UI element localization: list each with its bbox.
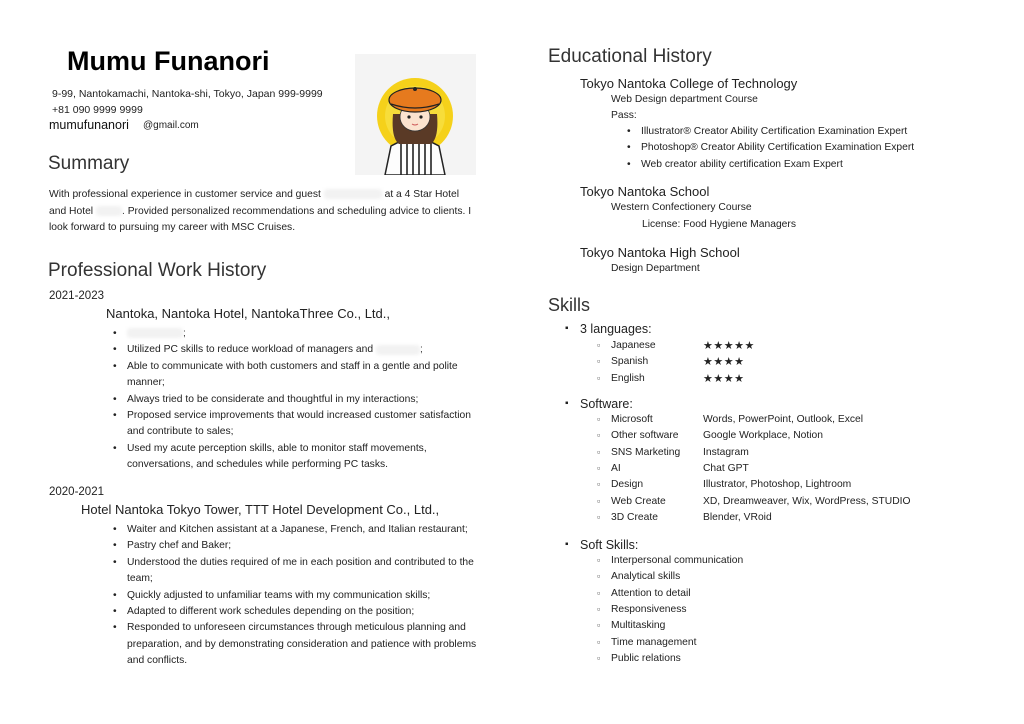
course-name: Western Confectionery Course [611, 202, 752, 213]
list-item: • Pastry chef and Baker; [127, 538, 482, 554]
list-item: • Quickly adjusted to unfamiliar teams with my communication skills; [127, 588, 482, 604]
redacted-text [376, 345, 420, 355]
list-item: • Understood the duties required of me in each position and contributed to the team; [127, 555, 482, 588]
school-name: Tokyo Nantoka College of Technology [580, 76, 798, 91]
soft-skill: ▫ Attention to detail [611, 588, 691, 599]
certification-item: • Illustrator® Creator Ability Certification Examination Expert [641, 126, 907, 137]
redacted-text [96, 206, 122, 216]
work-history-heading: Professional Work History [48, 260, 267, 281]
job-years: 2020-2021 [49, 486, 104, 498]
language-name: ▫ Spanish [611, 356, 648, 367]
skill-category: ▪ Software: [580, 397, 633, 411]
software-tools: Instagram [703, 447, 749, 458]
summary-text-part-3: . Provided personalized recommendations and scheduling advice to clients. I look forward to pursuing my career with MSC Cruises. [49, 205, 472, 233]
summary-text-part-2: at a 4 Star Hotel and Hotel [49, 189, 460, 217]
rating-stars: ★★★★ [703, 373, 745, 385]
soft-skill: ▫ Time management [611, 637, 696, 648]
skill-category: ▪ Soft Skills: [580, 538, 638, 552]
address: 9-99, Nantokamachi, Nantoka-shi, Tokyo, Japan 999-9999 [52, 88, 323, 100]
software-category: ▫ Microsoft [611, 414, 653, 425]
software-tools: Blender, VRoid [703, 512, 772, 523]
list-item: • Waiter and Kitchen assistant at a Japanese, French, and Italian restaurant; [127, 522, 482, 538]
soft-skill: ▫ Multitasking [611, 620, 665, 631]
summary-text [49, 187, 479, 237]
software-category: ▫ AI [611, 463, 621, 474]
course-name: Web Design department Course [611, 94, 758, 105]
school-name: Tokyo Nantoka High School [580, 245, 740, 260]
education-heading: Educational History [548, 46, 712, 67]
job-company: Nantoka, Nantoka Hotel, NantokaThree Co., Ltd., [106, 306, 390, 321]
resume-name: Mumu Funanori [67, 46, 270, 76]
software-tools: Illustrator, Photoshop, Lightroom [703, 479, 852, 490]
pass-label: Pass: [611, 110, 637, 121]
list-item: • Adapted to different work schedules depending on the position; [127, 604, 482, 620]
software-tools: Words, PowerPoint, Outlook, Excel [703, 414, 864, 425]
software-category: ▫ SNS Marketing [611, 447, 680, 458]
certification-item: • Web creator ability certification Exam Expert [641, 159, 843, 170]
soft-skill: ▫ Analytical skills [611, 571, 680, 582]
language-name: ▫ Japanese [611, 340, 656, 351]
soft-skill: ▫ Interpersonal communication [611, 555, 743, 566]
software-category: ▫ 3D Create [611, 512, 658, 523]
list-item: • Responded to unforeseen circumstances through meticulous planning and preparation, and by demonstrating consideration and patience with problems and conflicts. [127, 620, 482, 669]
license-text: License: Food Hygiene Managers [642, 219, 796, 230]
certification-item: • Photoshop® Creator Ability Certification Examination Expert [641, 142, 914, 153]
software-tools: Chat GPT [703, 463, 749, 474]
phone: +81 090 9999 9999 [52, 104, 143, 116]
job-company: Hotel Nantoka Tokyo Tower, TTT Hotel Development Co., Ltd., [81, 502, 440, 517]
soft-skill: ▫ Public relations [611, 653, 681, 664]
email-user: mumufunanori [49, 118, 129, 132]
course-name: Design Department [611, 263, 700, 274]
soft-skill: ▫ Responsiveness [611, 604, 687, 615]
list-item: • Utilized PC skills to reduce workload of managers and ; [127, 342, 482, 358]
rating-stars: ★★★★★ [703, 340, 755, 352]
job-duties-list [127, 326, 482, 474]
email-domain: @gmail.com [143, 120, 199, 131]
rating-stars: ★★★★ [703, 356, 745, 368]
summary-text-part-1: With professional experience in customer service and guest [49, 189, 321, 200]
school-name: Tokyo Nantoka School [580, 184, 710, 199]
profile-avatar-illustration [355, 54, 476, 175]
software-tools: XD, Dreamweaver, Wix, WordPress, STUDIO [703, 496, 911, 507]
software-category: ▫ Design [611, 479, 643, 490]
list-item: • Proposed service improvements that would increased customer satisfaction and contribute to sales; [127, 408, 482, 441]
software-category: ▫ Other software [611, 430, 679, 441]
skills-heading: Skills [548, 295, 591, 315]
summary-heading: Summary [48, 153, 130, 174]
job-years: 2021-2023 [49, 290, 104, 302]
list-item: • Always tried to be considerate and thoughtful in my interactions; [127, 392, 482, 408]
list-item: • Able to communicate with both customers and staff in a gentle and polite manner; [127, 359, 482, 392]
software-tools: Google Workplace, Notion [703, 430, 824, 441]
list-item: • Used my acute perception skills, able to monitor staff movements, conversations, and schedules while performing PC tasks. [127, 441, 482, 474]
redacted-text [127, 328, 183, 338]
software-category: ▫ Web Create [611, 496, 666, 507]
job-duties-list [127, 522, 482, 670]
list-item: • ; [127, 326, 482, 342]
language-name: ▫ English [611, 373, 645, 384]
redacted-text [324, 189, 382, 199]
skill-category: ▪ 3 languages: [580, 322, 652, 336]
avatar-drawing [355, 54, 476, 175]
